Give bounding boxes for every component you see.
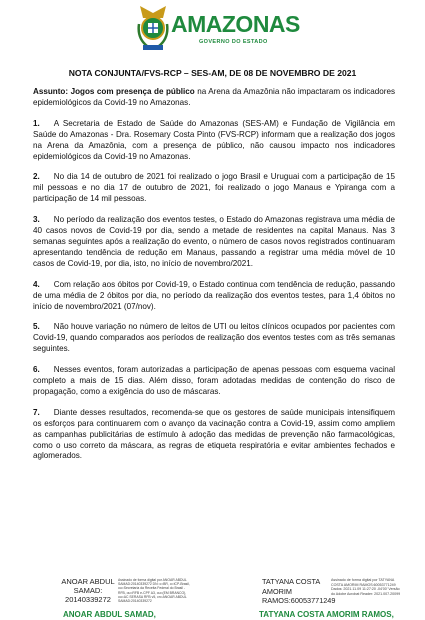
paragraph-text: Diante desses resultados, recomenda-se que os gestores de saúde municipais intensifiquem os esforços para continuarem com o avanço da vacinação contra a Covid-19, assim como ampliem as campanhas publicitárias de estímulo à adoção das medidas de prevenção não farmacológicas, como o uso correto da máscara, as regras de etiqueta respiratória e evitar ambientes fechados e aglomerados.	[33, 407, 395, 461]
signature-right-detail: Assinado de forma digital por TATYANA COSTA AMORIM RAMOS:60053771249 Dados: 2021.11.09 11:27:20 -04'00' Versão do Adobe Acrobat Reader: 2021.007.20099	[331, 578, 401, 596]
signature-left-detail: Assinado de forma digital por ANOAR ABDUL SAMAD:20140339272 DN: c=BR, o=ICP-Brasil, ou=Secretaria da Receita Federal do Brasil - RFB, ou=RFB e-CPF A3, ou=(EM BRANCO), ou=AC SERASA RFB v5, cn=ANOAR ABDUL SAMAD:20140339272	[118, 578, 190, 604]
paragraph-3	[33, 215, 395, 270]
paragraph-text: Nesses eventos, foram autorizadas a participação de apenas pessoas com esquema vacinal completo a mais de 15 dias. Além disso, foram adotadas medidas de contenção do risco de propagação, como a exigência do uso de máscaras.	[33, 365, 395, 396]
document-body	[33, 87, 395, 472]
amazonas-crest-icon	[136, 4, 170, 54]
signature-block	[0, 577, 425, 620]
paragraph-text: Com relação aos óbitos por Covid-19, o Estado continua com tendência de redução, passando de uma média de 2 óbitos por dia, no período da realização dos eventos testes, para 1,4 óbitos no início de novembro/2021 (07/nov).	[33, 279, 395, 311]
paragraph-7	[33, 408, 395, 463]
paragraph-2	[33, 172, 395, 205]
paragraph-list	[33, 119, 395, 463]
paragraph-number: 7.	[33, 407, 40, 417]
paragraph-number: 1.	[33, 118, 40, 128]
paragraph-number: 3.	[33, 215, 40, 225]
paragraph-number: 2.	[33, 172, 40, 182]
document-title: NOTA CONJUNTA/FVS-RCP – SES-AM, DE 08 DE NOVEMBRO DE 2021	[68, 68, 357, 78]
signature-right-name: TATYANA COSTA AMORIM RAMOS:60053771249	[262, 577, 336, 605]
paragraph-text: A Secretaria de Estado de Saúde do Amazonas (SES-AM) e Fundação de Vigilância em Saúde do Amazonas - Dra. Rosemary Costa Pinto (FVS-RCP) informam que a realização dos jogos na Arena da Amazônia, com a presença de público, não causou impacto nos indicadores epidemiológicos da Covid-19 no Amazonas.	[33, 118, 395, 161]
paragraph-number: 5.	[33, 322, 40, 332]
page-header	[0, 4, 425, 56]
subject-text: na Arena da Amazônia não impactaram os indicadores epidemiológicos da Covid-19 no Amazonas.	[33, 87, 395, 107]
paragraph-text: No dia 14 de outubro de 2021 foi realizado o jogo Brasil e Uruguai com a participação de 15 mil pessoas e no dia 17 de outubro de 2021, foi realizado o jogo Manaus e Ypiranga com a participação de 14 mil pessoas.	[33, 172, 395, 204]
paragraph-5	[33, 322, 395, 355]
brand-name: AMAZONAS	[171, 11, 300, 37]
signature-left-printed-name: ANOAR ABDUL SAMAD,	[63, 610, 156, 619]
signature-left-id: 20140339272	[65, 595, 111, 604]
paragraph-4	[33, 280, 395, 313]
signature-right-printed-name: TATYANA COSTA AMORIM RAMOS,	[259, 610, 394, 619]
paragraph-1	[33, 119, 395, 163]
paragraph-number: 6.	[33, 365, 40, 375]
paragraph-number: 4.	[33, 279, 40, 289]
paragraph-text: Não houve variação no número de leitos de UTI ou leitos clínicos ocupados por pacientes com Covid-19, quando comparados aos períodos de realização dos eventos testes com as três semanas seguintes.	[33, 322, 395, 354]
subject-bold-text: Jogos com presença de público	[70, 87, 195, 96]
paragraph-text: No período da realização dos eventos testes, o Estado do Amazonas registrava uma média de 40 casos novos de Covid-19 por dia, sendo a metade de residentes na capital Manaus. Nas 3 semanas seguintes após a realização do evento, o número de casos novos registrados continuaram apresentando tendência de redução em Manaus, passando a registrar uma média móvel de 10 casos de Covid-19, por dia, isto, no início de novembro/2021.	[33, 215, 395, 268]
brand-subtitle: GOVERNO DO ESTADO	[199, 39, 268, 45]
subject-line: Assunto: Jogos com presença de público na Arena da Amazônia não impactaram os indicadores epidemiológicos da Covid-19 no Amazonas.	[33, 87, 395, 107]
paragraph-6	[33, 365, 395, 398]
signature-left-name: ANOAR ABDUL SAMAD: 20140339272	[61, 577, 115, 604]
subject-label: Assunto	[33, 87, 66, 96]
